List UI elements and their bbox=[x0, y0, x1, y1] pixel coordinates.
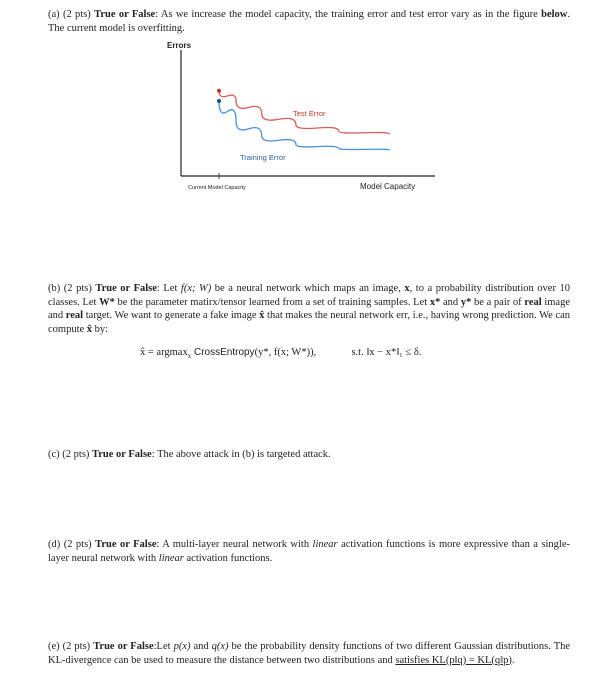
question-b bbox=[48, 282, 570, 336]
question-d-linear-1: linear bbox=[312, 539, 338, 550]
question-b-real-2: real bbox=[65, 310, 84, 321]
current-capacity-label: Current Model Capacity bbox=[188, 185, 246, 191]
question-e-text-1: :Let bbox=[153, 641, 174, 652]
question-d-label: (d) (2 pts) bbox=[48, 539, 92, 550]
question-e-satisfies: satisfies KL(p‖q) = KL(q‖p) bbox=[395, 654, 512, 666]
question-d-text-1: : A multi-layer neural network with bbox=[156, 539, 313, 550]
question-b-wstar: W* bbox=[99, 296, 115, 308]
question-d-linear-2: linear bbox=[158, 552, 184, 564]
question-b-text-6: image and bbox=[48, 296, 570, 321]
question-b-fxw: f(x; W) bbox=[180, 283, 212, 294]
question-c-tf: True or False bbox=[92, 449, 152, 460]
question-d bbox=[48, 538, 570, 565]
question-a-text-2: . The current model is overfitting. bbox=[48, 9, 570, 34]
question-a-label: (a) (2 pts) bbox=[48, 9, 91, 20]
formula-sub: x bbox=[187, 352, 192, 361]
question-b-label: (b) (2 pts) bbox=[48, 283, 92, 294]
x-axis-label: Model Capacity bbox=[360, 182, 416, 191]
question-b-and: and bbox=[440, 296, 461, 308]
error-capacity-figure bbox=[160, 36, 460, 196]
question-b-xhat-2: x̂ bbox=[86, 323, 93, 335]
question-e-label: (e) (2 pts) bbox=[48, 641, 91, 652]
question-c bbox=[48, 448, 570, 462]
question-b-text-1: : Let bbox=[156, 283, 181, 294]
attack-formula bbox=[140, 346, 560, 364]
question-d-tf: True or False bbox=[95, 539, 157, 550]
question-b-x: x bbox=[404, 283, 410, 294]
question-b-tf: True or False bbox=[95, 283, 157, 294]
question-e bbox=[48, 640, 570, 667]
formula-lhs: x̂ = argmax bbox=[140, 347, 188, 358]
question-b-text-7: target. We want to generate a fake image bbox=[83, 310, 260, 321]
question-b-xhat: x̂ bbox=[259, 310, 265, 321]
question-b-text-3: , to a probability distribution over 10 classes. Let bbox=[48, 283, 570, 308]
question-a-below: below bbox=[541, 9, 568, 20]
formula-constraint: s.t. ‖x − x*‖₁ ≤ δ. bbox=[351, 347, 422, 358]
question-b-ystar: y* bbox=[460, 296, 472, 308]
y-axis-label: Errors bbox=[167, 41, 192, 50]
question-b-text-2: be a neural network which maps an image, bbox=[211, 283, 405, 294]
question-b-text-5: be a pair of bbox=[471, 296, 525, 308]
test-error-label: Test Error bbox=[293, 109, 326, 118]
question-c-label: (c) (2 pts) bbox=[48, 449, 90, 460]
question-e-tf: True or False bbox=[93, 641, 154, 652]
test-error-current-point bbox=[217, 89, 221, 93]
question-e-text-4: . bbox=[511, 654, 515, 666]
question-e-px: p(x) bbox=[173, 641, 191, 652]
formula-crossentropy: CrossEntropy bbox=[191, 347, 255, 358]
question-b-text-8: that makes the neural network err, i.e., having wrong prediction. We can compute bbox=[48, 310, 570, 335]
training-error-current-point bbox=[217, 99, 221, 103]
question-b-text-4: be the parameter matirx/tensor learned from a set of training samples. Let bbox=[114, 296, 430, 308]
question-a-tf: True or False bbox=[94, 9, 156, 20]
question-d-text-2: activation functions is more expressive than a single-layer neural network with bbox=[48, 539, 570, 564]
question-b-real-1: real bbox=[524, 296, 542, 308]
question-a bbox=[48, 8, 570, 35]
question-e-text-3: be the probability density functions of two different Gaussian distributions. The KL-divergence can be used to measure the distance between two distributions and bbox=[48, 641, 571, 666]
question-a-text: : As we increase the model capacity, the training error and test error vary as in the figure bbox=[155, 9, 542, 20]
formula-args: (y*, f(x; W*)), bbox=[254, 347, 317, 358]
question-b-xstar: x* bbox=[429, 296, 441, 308]
training-error-label: Training Error bbox=[240, 153, 286, 162]
question-e-qx: q(x) bbox=[211, 641, 229, 652]
question-d-text-3: activation functions. bbox=[183, 552, 273, 564]
question-e-text-2: and bbox=[190, 641, 212, 652]
question-c-text: : The above attack in (b) is targeted attack. bbox=[151, 449, 331, 460]
question-b-text-9: by: bbox=[92, 323, 109, 335]
